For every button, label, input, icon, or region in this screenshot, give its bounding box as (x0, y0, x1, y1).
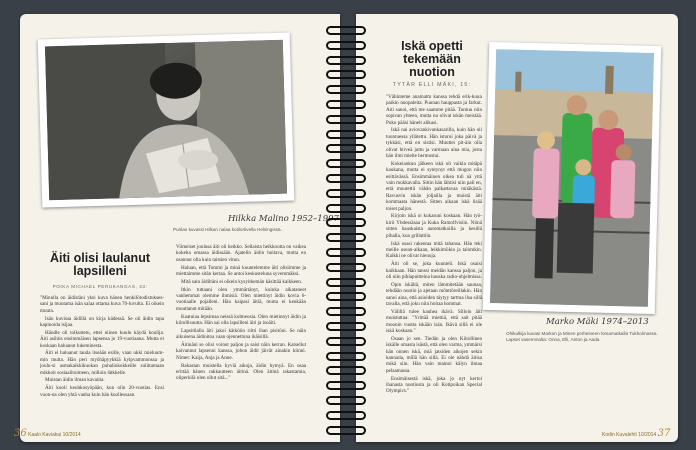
left-column-1 (40, 295, 164, 427)
left-headline (44, 252, 156, 278)
left-col1-p1: "Minulla on äidistäni yksi kuva hänen henkilötodistukses-sani ja muutama isän salaa ottama kuva 70-luvulta. Ei oikein muuta. (40, 295, 164, 314)
left-folio (14, 428, 81, 439)
left-headline-line2: lapsilleni (73, 264, 127, 279)
left-col1-p5: Muistan äidin ilman kavaitia. (45, 377, 105, 384)
left-col2-p7: Äitinäni se olisi voinut paljon ja saisi näin kerran. Katsellut kaivannut lapsenni kanssa, johon äidit jäivät ainakin kiinni. Nimet: Kaija, Anja ja Anne. (176, 342, 306, 361)
spiral-ring (326, 174, 366, 183)
right-column (386, 94, 482, 446)
right-folio (602, 428, 670, 439)
right-byline: TYTÄR ELLI MÄKI, 15: (392, 82, 472, 88)
mother-reading-photo (45, 40, 287, 201)
right-col-p7: Opin iskältä, miten lämmitetään saunaa, tehdään nuotio ja ajetaan mönttöreillakin. Hän sanoi aina, että asioiden täytyy tarttua ilsa sillä tavalla, että joku niin hoitaa hommat. (386, 281, 482, 307)
spiral-ring (326, 278, 366, 287)
right-page (356, 14, 678, 442)
spiral-ring (326, 144, 366, 153)
spiral-ring (326, 352, 366, 361)
spiral-ring (326, 56, 366, 65)
right-headline (384, 40, 480, 79)
right-headline-line1: Iskä opetti (401, 39, 463, 53)
right-col-p10: Ensimäisestä iskä, joka jo nyt kertoi ihanasta nuotiosta ja oli Kotipoikan Special Olympics." (386, 375, 482, 395)
left-col2-p5: Kaatuiaa lepsimaa neissä kolmeosia. Olen mietinnyt äidin ja kiitollisuutta. Hän sai olla lapsilleni äiti ja isoäiti. (176, 313, 306, 327)
family-photo (490, 49, 654, 307)
spiral-ring (326, 233, 366, 242)
spiral-ring (326, 411, 366, 420)
right-photo-caption-text: Ohikulkija kuvasi Markon ja Minen perheineen lomamatkalla Tukholmassa. Lapset vasemmalta: Onna, Elli, Anton ja Aada. (506, 331, 658, 342)
right-col-p9: Osaan jo sen. Tiedän ja olen Kiitollinen iskälle omasta isästä, että olen varma, ymmärsi hän onnen iskä, miä jatsiden aikojen sekin kannada, millä hän sillä. Ei ole nähdä äitisa mikä siin. Hän vain mainoi kälyn ilmaa pelaamassa. (386, 335, 482, 374)
left-headline-line1: Äiti olisi laulanut (49, 251, 150, 265)
left-col2-p1: Viimeiset joulusa äiti oli heikko. Sellaista heikkoutta on vaikea kokeha omassa äidissään. Ajatelin äidin hoitava, mutta en osannut olla kuin taitsien vitun. (176, 244, 306, 263)
left-col2-p2: Haluan, että Tommi ja minä kuuntelemme äiti olisiimme ja miettaimme sitän kertaa. Se antoi keskusteluna syvemmäksi. (176, 264, 306, 278)
right-page-number: 37 (657, 428, 671, 439)
right-photo (483, 42, 661, 314)
spiral-ring (326, 204, 366, 213)
spiral-ring (326, 26, 366, 35)
spiral-ring (326, 115, 366, 124)
left-col1-p6: Äiti kuoli keuhkosyöpään, kun olin 20-vuotias. Ensi vuon-na olen yhtä vanha kuin hän kuollessaan. (40, 385, 164, 398)
spiral-ring (326, 41, 366, 50)
right-col-p1: "Vähinteme anamatm kanssa tehdä erik-kuun paikin nuopaleita. Puunan hauppasta ja farkut. Aiti sanoi, että me saamme pitää. Tuntuu niin sopivan yhteen, mutta nu olivat iskän meistää. Puku pääsi hänelt alikasi. (386, 94, 482, 126)
right-headline-line2: tekemään (403, 52, 461, 67)
left-col2-p4: Itkin tuttaani olen ymmärtänyt, kuinka aikataneet vanhemmat olemme ihmisiä. Olen miettinyt äidin kovia 6-vuotiaalle pojalleni. Hän kaipasi äitiä, mutta ei kenkään muuttanut mitään. (176, 286, 306, 312)
left-byline: POIKA MICHAEL PERUKANGAS, 43: (52, 284, 148, 289)
spiral-ring (326, 130, 366, 139)
right-col-p8: Välillä tulee kauhea ikävä. Silloin äiti muistuttaa: "Yrittää miettiä, että sait pitää moonin vuotta iskään isän. Ikävä sillä ei ole iskä koskaan." (386, 308, 482, 334)
left-col2-p3: Mitä sain äidiltäni ei oikein kysyitkemän käsittää kaikkeen. (181, 278, 303, 285)
spiral-binding (322, 14, 370, 442)
spiral-ring (326, 337, 366, 346)
right-folio-text: Kodin Kuvalehti 10/2014 (602, 432, 657, 438)
left-column-2 (176, 244, 306, 427)
left-page-number: 36 (14, 428, 27, 439)
spiral-ring (326, 263, 366, 272)
spiral-ring (326, 218, 366, 227)
left-col2-p6: Lapsitilalla äiti jakoi kätköön riitti ihan pisitöni. Se näin aikuisena äidinitoa vaan ojennettuna ikäisillä. (176, 327, 306, 341)
spiral-ring (326, 70, 366, 79)
left-col1-p3: Händle oli tolkuttetu, ettei niinen kuulu käydä koulija. Äiti asihtis ensimmäisen lapsensa jo 19-vuotiaana. Mutta ei koskaan haluanut lukeminesta. (40, 329, 164, 349)
spiral-ring (326, 366, 366, 375)
spiral-ring (326, 426, 366, 435)
left-photo-caption-text: Punlan kuvassi Hilkan nalaa kotilortivella Helsingissä. (173, 227, 282, 232)
spiral-ring (326, 307, 366, 316)
spiral-ring (326, 322, 366, 331)
spiral-ring (326, 292, 366, 301)
spiral-ring (326, 85, 366, 94)
left-col1-p2: Isän kuvissa äidillä on kirja kädessä. Se oli äidin tapa kapinoida isijaa. (40, 315, 164, 329)
right-headline-line3: nuotion (409, 65, 455, 80)
spiral-ring (326, 248, 366, 257)
left-col1-p4: Äiti ei haluanut tauda itseään esille, vaan ukki mieluum-min muita. Hän peri myöhäpyykkiä kylpvammonssa ja joulu-si asmakaikkikuokan puhalinkokkeille sulittamaan mikkoit sosiaalitoimeen, milloin lätkkelle. (40, 350, 164, 376)
spiral-ring (326, 189, 366, 198)
right-col-p5: Iskä osasi rakentaa mitä tahansa. Hän teki meille usean-alkaan, leikkimökin ja talomkin. Kaikki ne olivat hienoja. (386, 240, 482, 260)
left-photo-caption-name: Hilkka Malino 1952–1997 (228, 214, 339, 224)
right-col-p6: Äiti oli se, joka kuunteli. Iskä osaisi kaikkaan. Hän tanssi meidän kanssa paljon, ja oli niin pihlapuitteina hauska radio-ohjelmissa. (386, 261, 482, 280)
right-photo-caption-name: Marko Mäki 1974–2013 (546, 317, 649, 327)
spiral-ring (326, 100, 366, 109)
left-col2-p8: Rakastan muistella hyviä aikoja, äidin hymyä. En osaa erittää hänen rakkautteen äitinä. Olen äitinä rakastamia, oliperkilä olen ollut sitä..." (176, 362, 306, 382)
left-folio-text: Kaalo Kaviakai 10/2014 (28, 432, 81, 438)
spiral-ring (326, 381, 366, 390)
right-col-p3: Kokeiaokun jälkeen iskä oli vaikla mitäpä kaukana, mutta ei syntynyt että mugon niin esittävässä. Ensimmäinen oikea tuli nä yttä vain mukkavalla. Sittin hän lähtisi niin pali en, että muutettii vähän palkattavaa mitäkästä. Ravusvin iskän joljailla ja muistä äiti kommaata hänestä. Sitten aikaan iskä lisää toiset paljon. (386, 160, 482, 212)
left-page (14, 14, 340, 442)
spiral-ring (326, 396, 366, 405)
left-photo (38, 33, 295, 208)
spiral-ring (326, 159, 366, 168)
right-col-p4: Kirjoin iskä oi kukaruni koskaan. Hän työ-kirii Yhdessäsaa ja Kuka Ramolfvisiin. Niinä sitten hauskaista automatkoilla ja kesillä pihalla, kun grillattiin. (386, 213, 482, 239)
right-col-p2: Iskä nai aviovankivankasarilla, kuin hän oli tuuntuessa yllätettu. Hän isturoi joka päivä ja tykkäsi, että en sistisi. Muuttei pit-äin olla olivat hirveä juttu ja varmaan aina mia, josta hän ilmi mielte hermostui. (386, 127, 482, 160)
